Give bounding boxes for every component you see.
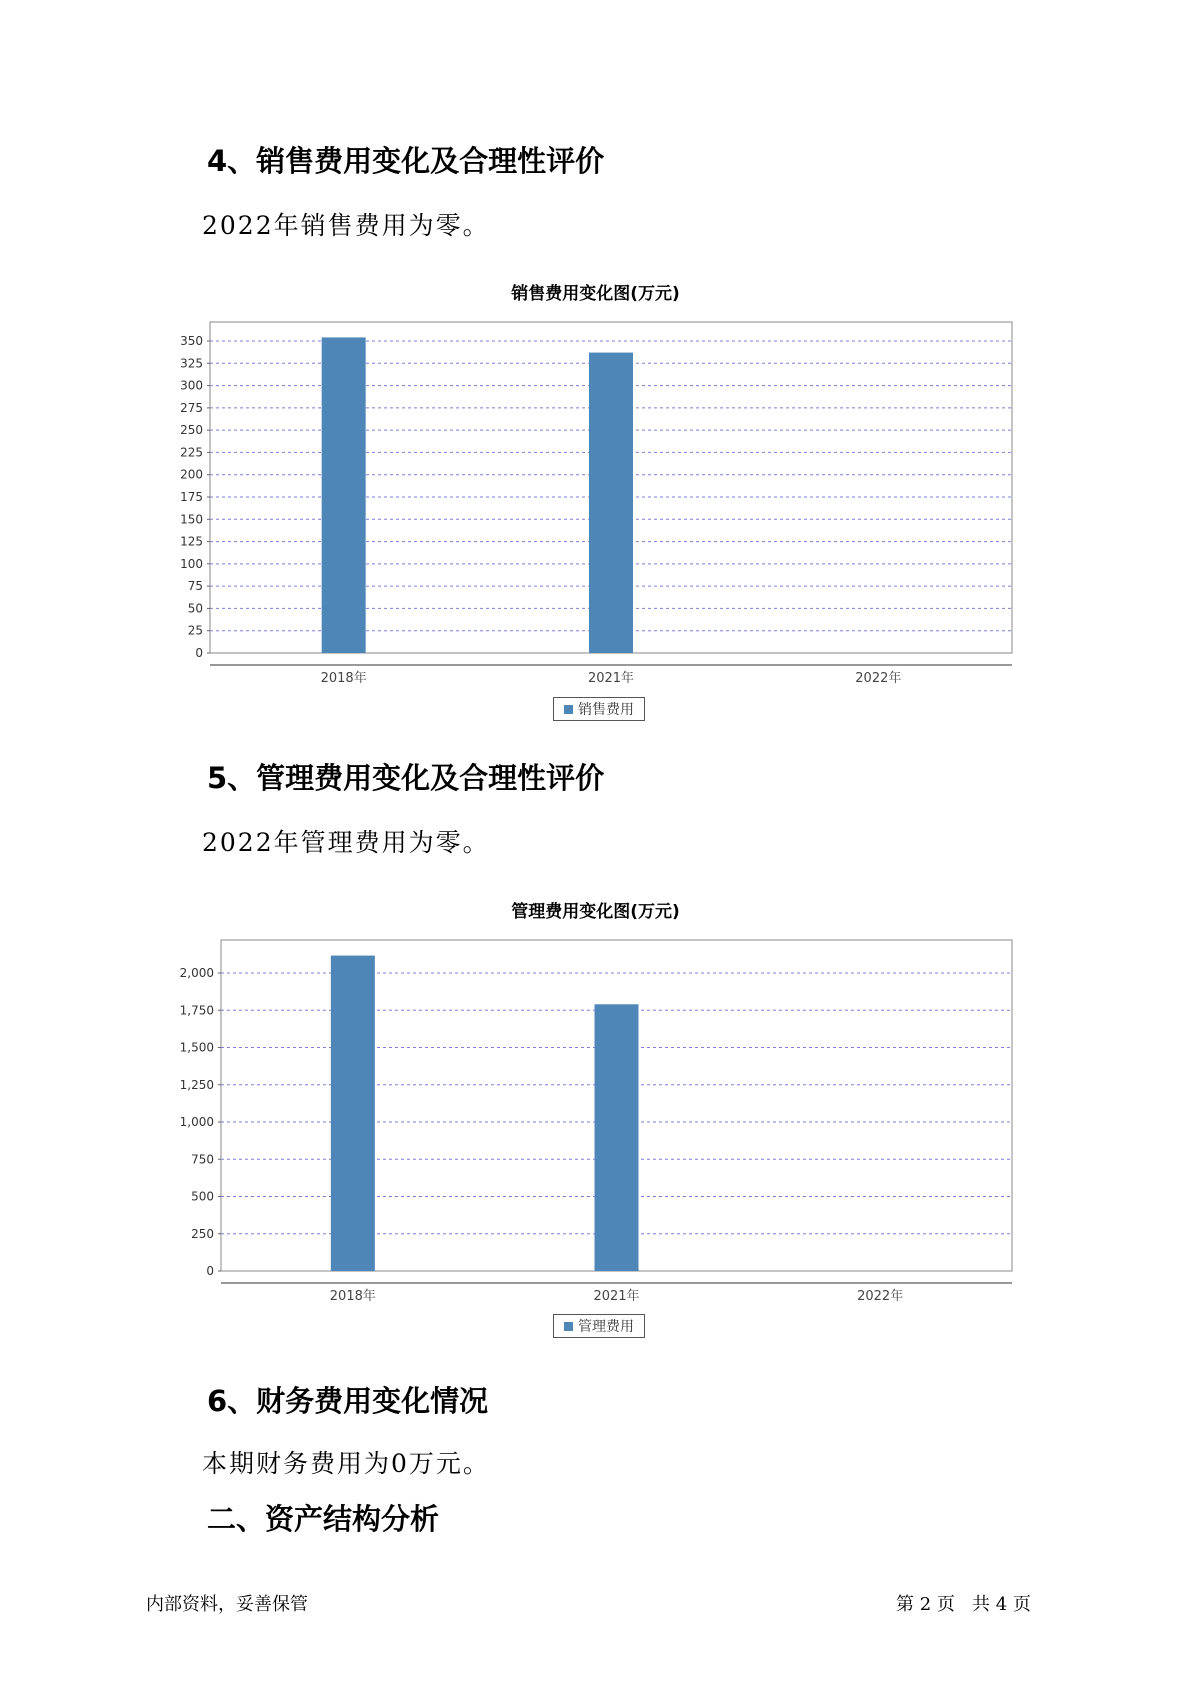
- y-tick-label: 25: [187, 623, 203, 638]
- y-tick-label: 0: [195, 646, 203, 660]
- y-tick-label: 750: [191, 1152, 214, 1167]
- x-tick-label: 2022年: [855, 671, 902, 686]
- y-tick-label: 150: [180, 512, 203, 527]
- section-two-heading: 二、资产结构分析: [207, 1502, 440, 1536]
- chart-title: 销售费用变化图(万元): [511, 284, 680, 304]
- y-tick-label: 225: [180, 445, 203, 460]
- y-tick-label: 1,250: [179, 1077, 214, 1092]
- section-5-text: 2022年管理费用为零。: [202, 828, 490, 857]
- x-tick-label: 2021年: [593, 1289, 640, 1304]
- y-tick-label: 0: [206, 1264, 214, 1278]
- y-tick-label: 300: [180, 378, 203, 393]
- x-tick-label: 2018年: [320, 671, 367, 686]
- chart-title: 管理费用变化图(万元): [511, 902, 680, 922]
- y-tick-label: 1,500: [179, 1040, 214, 1055]
- x-tick-label: 2021年: [587, 671, 635, 686]
- y-tick-label: 500: [191, 1189, 214, 1204]
- y-tick-label: 50: [187, 601, 203, 616]
- chart-legend: [553, 1314, 645, 1338]
- bar: [595, 1004, 639, 1271]
- y-tick-label: 1,000: [179, 1115, 214, 1129]
- x-tick-label: 2022年: [857, 1289, 904, 1304]
- y-tick-label: 250: [191, 1226, 214, 1241]
- section-6-heading: 6、财务费用变化情况: [207, 1384, 489, 1418]
- bar: [331, 956, 375, 1271]
- legend-label: 销售费用: [578, 702, 634, 718]
- footer-confidential-note: 内部资料，妥善保管: [146, 1594, 308, 1615]
- section-5-heading: 5、管理费用变化及合理性评价: [207, 761, 605, 795]
- y-tick-label: 75: [187, 579, 203, 594]
- legend-label: 管理费用: [578, 1319, 634, 1335]
- footer-page-number: 第 2 页 共 4 页: [896, 1594, 1031, 1615]
- y-tick-label: 100: [180, 556, 203, 571]
- y-tick-label: 2,000: [179, 966, 214, 980]
- section-6-text: 本期财务费用为0万元。: [202, 1449, 490, 1478]
- y-tick-label: 350: [180, 334, 203, 348]
- y-tick-label: 200: [180, 467, 203, 482]
- y-tick-label: 125: [180, 534, 203, 549]
- legend-swatch: [564, 1322, 573, 1331]
- section-4-text: 2022年销售费用为零。: [202, 211, 490, 240]
- y-tick-label: 175: [180, 490, 203, 504]
- section-4-heading: 4、销售费用变化及合理性评价: [207, 144, 605, 178]
- x-tick-label: 2018年: [329, 1289, 376, 1304]
- y-tick-label: 275: [180, 400, 203, 415]
- y-tick-label: 1,750: [179, 1003, 214, 1018]
- y-tick-label: 250: [180, 423, 203, 438]
- y-tick-label: 325: [180, 356, 203, 371]
